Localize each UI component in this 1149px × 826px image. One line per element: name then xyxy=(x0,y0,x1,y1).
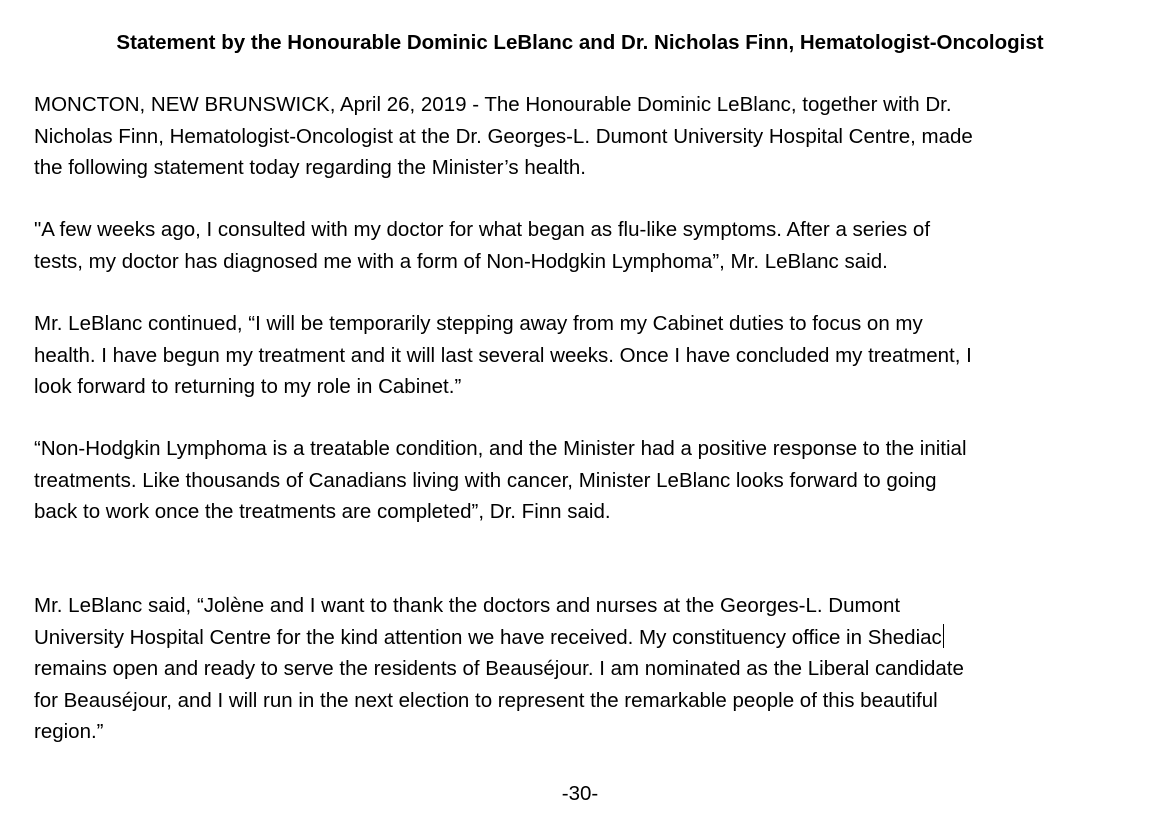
paragraph-line: back to work once the treatments are completed”, Dr. Finn said. xyxy=(34,500,611,523)
paragraph-line: the following statement today regarding the Minister’s health. xyxy=(34,156,586,179)
paragraph-diagnosis-quote xyxy=(34,214,1134,277)
paragraph-line: look forward to returning to my role in Cabinet.” xyxy=(34,375,462,398)
paragraph-line: Nicholas Finn, Hematologist-Oncologist at the Dr. Georges-L. Dumont University Hospital Centre, made xyxy=(34,124,973,148)
end-of-release-mark: -30- xyxy=(561,782,599,805)
paragraph-line: Mr. LeBlanc said, “Jolène and I want to thank the doctors and nurses at the Georges-L. Dumont xyxy=(34,594,901,617)
paragraph-line: tests, my doctor has diagnosed me with a form of Non-Hodgkin Lymphoma”, Mr. LeBlanc said. xyxy=(34,249,888,273)
paragraph-line: region.” xyxy=(34,720,104,743)
document-title: Statement by the Honourable Dominic LeBlanc and Dr. Nicholas Finn, Hematologist-Oncologist xyxy=(116,31,1044,54)
paragraph-line: “Non-Hodgkin Lymphoma is a treatable condition, and the Minister had a positive response to the initial xyxy=(34,437,967,460)
paragraph-line-with-cursor xyxy=(34,622,1134,654)
paragraph-line: "A few weeks ago, I consulted with my doctor for what began as flu-like symptoms. After a series of xyxy=(34,218,931,241)
paragraph-line: for Beauséjour, and I will run in the next election to represent the remarkable people of this beautiful xyxy=(34,688,938,712)
paragraph-line: treatments. Like thousands of Canadians living with cancer, Minister LeBlanc looks forward to going xyxy=(34,468,937,492)
paragraph-line: health. I have begun my treatment and it will last several weeks. Once I have concluded my treatment, I xyxy=(34,343,972,367)
paragraph-line: MONCTON, NEW BRUNSWICK, April 26, 2019 - The Honourable Dominic LeBlanc, together with Dr. xyxy=(34,93,952,116)
paragraph-thanks xyxy=(34,590,1134,748)
paragraph-announcement xyxy=(34,89,1134,184)
text-cursor xyxy=(943,624,944,648)
paragraph-line: remains open and ready to serve the residents of Beauséjour. I am nominated as the Liberal candidate xyxy=(34,657,964,680)
paragraph-line: Mr. LeBlanc continued, “I will be temporarily stepping away from my Cabinet duties to focus on my xyxy=(34,312,923,335)
paragraph-line-text: University Hospital Centre for the kind attention we have received. My constituency office in Shediac xyxy=(34,625,942,649)
paragraph-cabinet-duties xyxy=(34,308,1134,403)
paragraph-doctor-statement xyxy=(34,433,1134,528)
